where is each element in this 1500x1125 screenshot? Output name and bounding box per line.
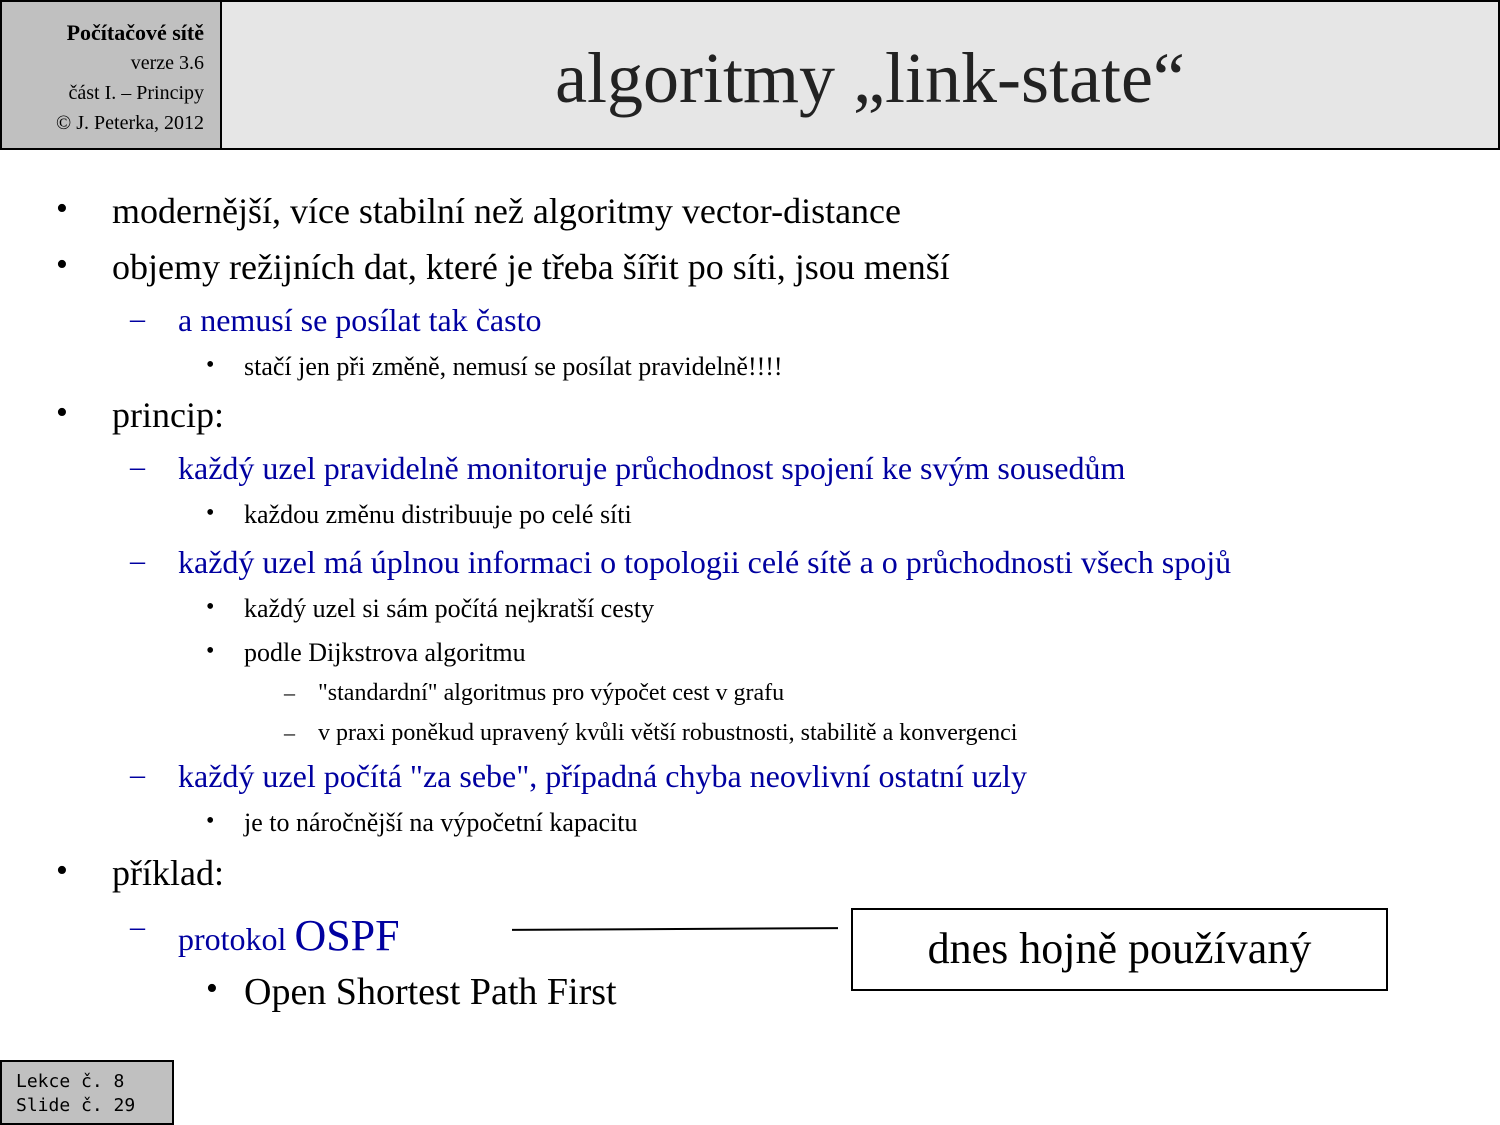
- sub-item-text: každý uzel má úplnou informaci o topologii celé sítě a o průchodnosti všech spojů: [178, 544, 1232, 580]
- bullet-marker: •: [206, 808, 215, 834]
- sub-item-text: a nemusí se posílat tak často: [178, 302, 542, 338]
- course-part: část I. – Principy: [68, 82, 204, 104]
- slide-title: algoritmy „link-state“: [555, 38, 1185, 118]
- bullet-marker: •: [206, 352, 215, 378]
- sub-sub-item-text: stačí jen při změně, nemusí se posílat pravidelně!!!!: [244, 352, 783, 381]
- bullet-text: princip:: [112, 395, 224, 435]
- slide-number: Slide č. 29: [16, 1095, 136, 1116]
- bullet-marker: •: [206, 594, 215, 620]
- dash-marker: –: [130, 302, 145, 335]
- dash-marker: –: [284, 680, 295, 705]
- bullet-marker: •: [206, 638, 215, 664]
- course-title: Počítačové sítě: [66, 20, 204, 45]
- sub-sub-item-text: podle Dijkstrova algoritmu: [244, 638, 526, 667]
- sub-item-text: každý uzel počítá "za sebe", případná chyba neovlivní ostatní uzly: [178, 758, 1027, 794]
- bullet-marker: •: [56, 394, 68, 431]
- bullet-marker: •: [56, 852, 68, 889]
- course-version: verze 3.6: [130, 52, 204, 74]
- sub-sub-item-text: každý uzel si sám počítá nejkratší cesty: [244, 594, 655, 623]
- callout-box: dnes hojně používaný: [851, 908, 1388, 991]
- dash-marker: –: [130, 758, 145, 791]
- lecture-number: Lekce č. 8: [16, 1071, 125, 1092]
- dash-marker: –: [130, 544, 145, 577]
- slide-number-box: [0, 1060, 174, 1125]
- sub-sub-item-text: je to náročnější na výpočetní kapacitu: [244, 808, 638, 837]
- bullet-text: modernější, více stabilní než algoritmy vector-distance: [112, 191, 902, 231]
- dash-marker: –: [130, 910, 145, 943]
- bullet-marker: •: [206, 500, 215, 526]
- sub-item-text: každý uzel pravidelně monitoruje průchodnost spojení ke svým sousedům: [178, 450, 1126, 486]
- bullet-text: příklad:: [112, 853, 224, 893]
- bullet-marker: •: [56, 246, 68, 283]
- sub-sub-item-text: každou změnu distribuuje po celé síti: [244, 500, 632, 529]
- bullet-marker: •: [56, 190, 68, 227]
- course-copyright: © J. Peterka, 2012: [56, 112, 204, 134]
- dash-marker: –: [130, 450, 145, 483]
- bullet-text: objemy režijních dat, které je třeba šířit po síti, jsou menší: [112, 247, 950, 287]
- dash-marker: –: [284, 720, 295, 745]
- bullet-marker: •: [206, 970, 218, 1007]
- level4-item-text: v praxi poněkud upravený kvůli větší robustnosti, stabilitě a konvergenci: [318, 720, 1018, 746]
- ospf-label: OSPF: [294, 911, 400, 960]
- protocol-prefix: protokol: [178, 921, 295, 957]
- level4-item-text: "standardní" algoritmus pro výpočet cest v grafu: [318, 680, 785, 706]
- sub-sub-item-text: Open Shortest Path First: [244, 971, 617, 1013]
- sub-item-text: [178, 910, 400, 961]
